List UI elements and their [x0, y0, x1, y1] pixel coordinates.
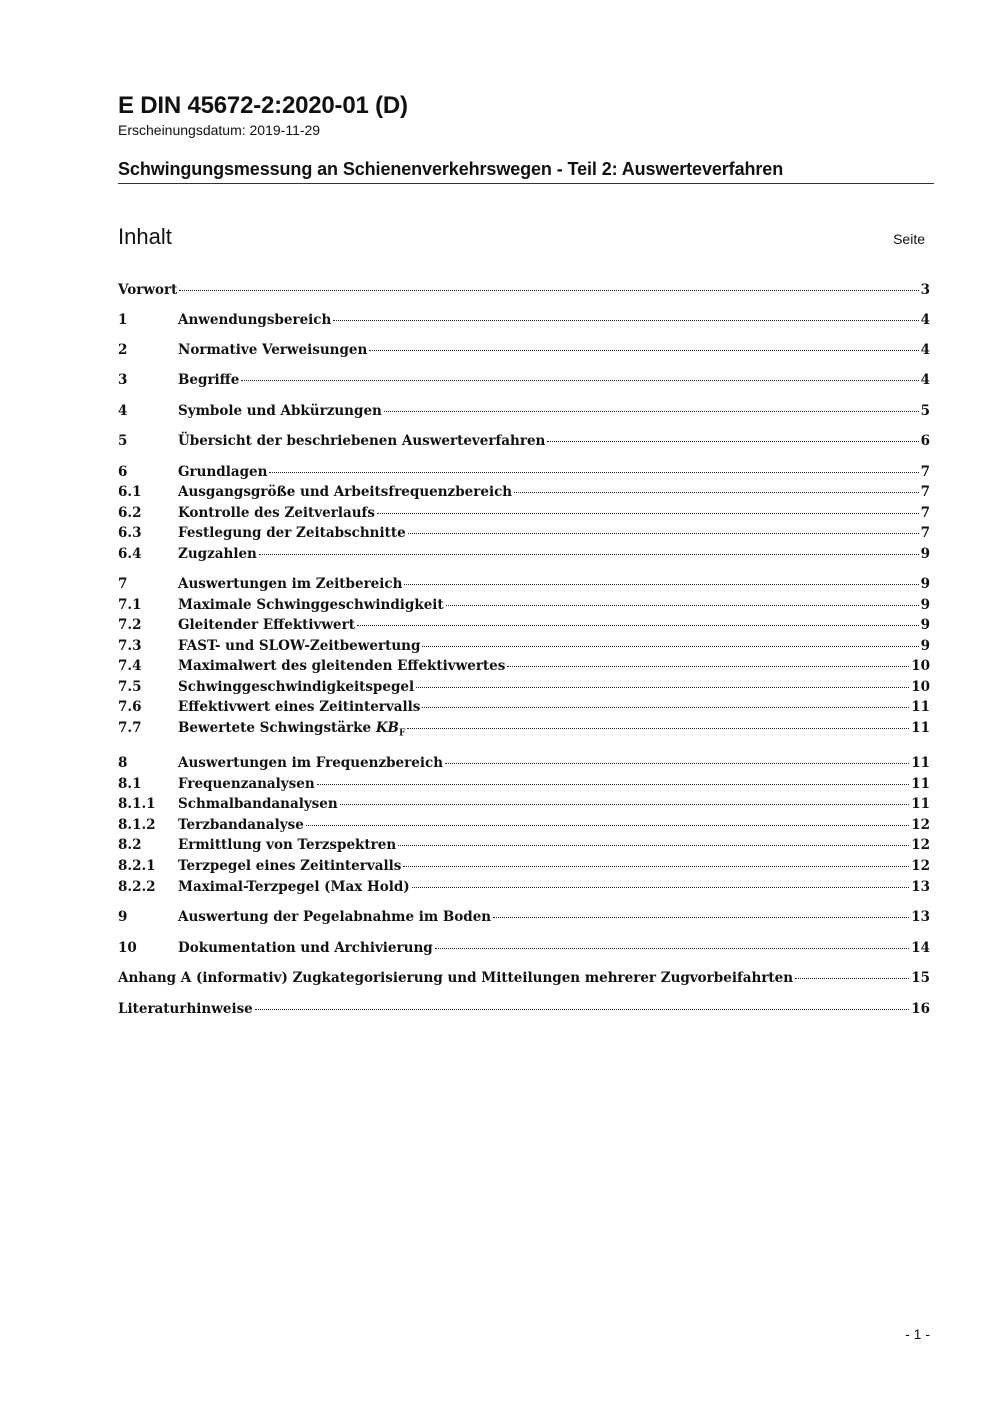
toc-entry-title: Gleitender Effektivwert	[178, 617, 355, 633]
toc-entry-page: 9	[920, 597, 930, 613]
toc-entry[interactable]	[118, 370, 930, 390]
toc-entry-number: 7.6	[118, 699, 142, 715]
toc-entry-title: Ermittlung von Terzspektren	[178, 837, 397, 853]
toc-entry[interactable]	[118, 574, 930, 594]
toc-heading: Inhalt	[118, 224, 172, 249]
toc-entry-page: 5	[920, 403, 930, 419]
toc-entry[interactable]	[118, 877, 930, 897]
toc-leader-dots	[179, 290, 918, 291]
symbol-kb: KB	[375, 720, 399, 736]
toc-entry-title: Schwinggeschwindigkeitspegel	[178, 679, 415, 695]
toc-entry[interactable]	[118, 718, 930, 738]
toc-leader-dots	[407, 728, 909, 729]
document-id: E DIN 45672-2:2020-01 (D)	[118, 92, 408, 119]
toc-entry-title: Dokumentation und Archivierung	[178, 940, 433, 956]
toc-leader-dots	[241, 380, 918, 381]
toc-entry-number: 2	[118, 342, 128, 358]
toc-entry[interactable]	[118, 636, 930, 656]
toc-entry-number: 6.4	[118, 546, 142, 562]
toc-entry-page: 11	[911, 755, 930, 771]
toc-entry-page: 13	[911, 879, 930, 895]
toc-entry[interactable]	[118, 907, 930, 927]
table-of-contents	[118, 0, 930, 1403]
toc-leader-dots	[507, 666, 909, 667]
toc-entry-page: 13	[911, 909, 930, 925]
toc-entry[interactable]	[118, 462, 930, 482]
toc-entry-page: 11	[911, 720, 930, 736]
toc-leader-dots	[404, 584, 918, 585]
toc-entry-page: 10	[911, 658, 930, 674]
toc-leader-dots	[317, 784, 910, 785]
toc-entry-number: 5	[118, 433, 128, 449]
toc-entry-title: Anwendungsbereich	[178, 312, 332, 328]
toc-entry[interactable]	[118, 835, 930, 855]
toc-leader-dots	[408, 533, 919, 534]
toc-leader-dots	[446, 605, 919, 606]
document-title: Schwingungsmessung an Schienenverkehrswegen - Teil 2: Auswerteverfahren	[118, 159, 784, 179]
toc-leader-dots	[259, 554, 919, 555]
toc-entry-number: 1	[118, 312, 128, 328]
toc-entry-title: Vorwort	[118, 282, 178, 298]
toc-entry[interactable]	[118, 280, 930, 300]
toc-entry[interactable]	[118, 856, 930, 876]
toc-leader-dots	[493, 917, 909, 918]
toc-entry-number: 6	[118, 464, 128, 480]
toc-entry-title: Auswertungen im Frequenzbereich	[178, 755, 444, 771]
toc-entry-page: 14	[911, 940, 930, 956]
toc-entry[interactable]	[118, 523, 930, 543]
toc-entry-title: Festlegung der Zeitabschnitte	[178, 525, 406, 541]
toc-leader-dots	[416, 687, 909, 688]
toc-entry-number: 7.7	[118, 720, 142, 736]
toc-leader-dots	[435, 948, 910, 949]
toc-entry-number: 8.1.2	[118, 817, 156, 833]
toc-entry-number: 4	[118, 403, 128, 419]
toc-entry-title: Terzpegel eines Zeitintervalls	[178, 858, 402, 874]
toc-entry[interactable]	[118, 677, 930, 697]
toc-entry-title: Maximal-Terzpegel (Max Hold)	[178, 879, 410, 895]
toc-entry-page: 16	[911, 1001, 930, 1017]
toc-entry[interactable]	[118, 482, 930, 502]
toc-leader-dots	[514, 492, 918, 493]
toc-entry[interactable]	[118, 999, 930, 1019]
toc-entry-title: Normative Verweisungen	[178, 342, 368, 358]
toc-entry[interactable]	[118, 815, 930, 835]
toc-entry[interactable]	[118, 503, 930, 523]
toc-entry-page: 9	[920, 546, 930, 562]
symbol-subscript: F	[398, 728, 406, 739]
toc-leader-dots	[403, 866, 909, 867]
toc-entry-title: Effektivwert eines Zeitintervalls	[178, 699, 421, 715]
toc-entry-number: 8.2.2	[118, 879, 156, 895]
toc-entry-page: 9	[920, 638, 930, 654]
toc-entry-page: 11	[911, 796, 930, 812]
toc-entry-title: Terzbandanalyse	[178, 817, 304, 833]
toc-leader-dots	[306, 825, 909, 826]
toc-page-column-heading: Seite	[893, 231, 925, 247]
toc-leader-dots	[269, 472, 918, 473]
toc-entry-title: Kontrolle des Zeitverlaufs	[178, 505, 375, 521]
toc-leader-dots	[384, 411, 919, 412]
toc-entry[interactable]	[118, 697, 930, 717]
toc-entry-number: 6.2	[118, 505, 142, 521]
toc-entry-number: 6.1	[118, 484, 142, 500]
toc-entry-page: 11	[911, 699, 930, 715]
toc-entry-page: 4	[920, 342, 930, 358]
toc-entry[interactable]	[118, 615, 930, 635]
toc-entry-number: 7.3	[118, 638, 142, 654]
toc-entry-page: 4	[920, 372, 930, 388]
toc-entry-title: Bewertete Schwingstärke $KB_F$	[178, 720, 406, 739]
toc-entry-title: FAST- und SLOW-Zeitbewertung	[178, 638, 421, 654]
toc-entry-page: 10	[911, 679, 930, 695]
toc-entry-number: 8.1	[118, 776, 142, 792]
toc-entry-page: 12	[911, 858, 930, 874]
toc-entry-page: 12	[911, 817, 930, 833]
toc-leader-dots	[422, 646, 918, 647]
toc-entry[interactable]	[118, 431, 930, 451]
publication-date: Erscheinungsdatum: 2019-11-29	[118, 122, 321, 138]
toc-entry-title: Auswertung der Pegelabnahme im Boden	[178, 909, 492, 925]
toc-entry[interactable]	[118, 753, 930, 773]
toc-entry-page: 4	[920, 312, 930, 328]
toc-entry[interactable]	[118, 595, 930, 615]
toc-entry-title: Schmalbandanalysen	[178, 796, 338, 812]
toc-leader-dots	[340, 804, 910, 805]
toc-leader-dots	[422, 707, 909, 708]
toc-entry-title: Begriffe	[178, 372, 240, 388]
toc-entry-title: Maximalwert des gleitenden Effektivwertes	[178, 658, 506, 674]
toc-leader-dots	[369, 350, 918, 351]
toc-entry-title: Maximale Schwinggeschwindigkeit	[178, 597, 444, 613]
toc-leader-dots	[398, 845, 909, 846]
toc-leader-dots	[255, 1009, 909, 1010]
toc-entry-number: 7.1	[118, 597, 142, 613]
toc-entry-page: 11	[911, 776, 930, 792]
toc-entry-number: 3	[118, 372, 128, 388]
toc-entry-title: Zugzahlen	[178, 546, 257, 562]
toc-entry-number: 7.2	[118, 617, 142, 633]
toc-entry[interactable]	[118, 401, 930, 421]
toc-entry-number: 9	[118, 909, 128, 925]
toc-entry[interactable]	[118, 774, 930, 794]
toc-entry-title: Auswertungen im Zeitbereich	[178, 576, 403, 592]
toc-entry-number: 7	[118, 576, 128, 592]
toc-entry-title: Übersicht der beschriebenen Auswerteverfahren	[178, 433, 546, 449]
toc-entry-page: 7	[920, 525, 930, 541]
toc-entry-title: Frequenzanalysen	[178, 776, 315, 792]
toc-entry-number: 10	[118, 940, 137, 956]
toc-entry-page: 3	[920, 282, 930, 298]
toc-entry-number: 8.2	[118, 837, 142, 853]
toc-leader-dots	[377, 513, 919, 514]
toc-leader-dots	[795, 978, 909, 979]
toc-entry-title: Literaturhinweise	[118, 1001, 253, 1017]
toc-entry-page: 6	[920, 433, 930, 449]
toc-entry-title: Grundlagen	[178, 464, 268, 480]
toc-leader-dots	[333, 320, 918, 321]
toc-entry-page: 7	[920, 484, 930, 500]
toc-entry[interactable]	[118, 968, 930, 988]
toc-leader-dots	[412, 887, 910, 888]
toc-entry-title: Symbole und Abkürzungen	[178, 403, 382, 419]
toc-entry-number: 7.5	[118, 679, 142, 695]
toc-entry-number: 7.4	[118, 658, 142, 674]
page-number: - 1 -	[905, 1326, 930, 1342]
toc-entry-page: 12	[911, 837, 930, 853]
toc-entry[interactable]	[118, 938, 930, 958]
toc-entry[interactable]	[118, 340, 930, 360]
toc-entry[interactable]	[118, 544, 930, 564]
toc-entry[interactable]	[118, 794, 930, 814]
toc-entry-number: 8.1.1	[118, 796, 156, 812]
toc-entry-page: 9	[920, 617, 930, 633]
toc-entry-number: 8.2.1	[118, 858, 156, 874]
toc-entry-number: 6.3	[118, 525, 142, 541]
toc-entry-page: 7	[920, 464, 930, 480]
toc-leader-dots	[357, 625, 919, 626]
toc-entry[interactable]	[118, 310, 930, 330]
toc-entry[interactable]	[118, 656, 930, 676]
toc-entry-page: 15	[911, 970, 930, 986]
toc-entry-title: Anhang A (informativ) Zugkategorisierung und Mitteilungen mehrerer Zugvorbeifahrten	[118, 970, 794, 986]
toc-entry-page: 9	[920, 576, 930, 592]
toc-entry-title: Ausgangsgröße und Arbeitsfrequenzbereich	[178, 484, 513, 500]
toc-leader-dots	[547, 441, 918, 442]
toc-leader-dots	[445, 763, 909, 764]
toc-entry-page: 7	[920, 505, 930, 521]
toc-entry-number: 8	[118, 755, 128, 771]
